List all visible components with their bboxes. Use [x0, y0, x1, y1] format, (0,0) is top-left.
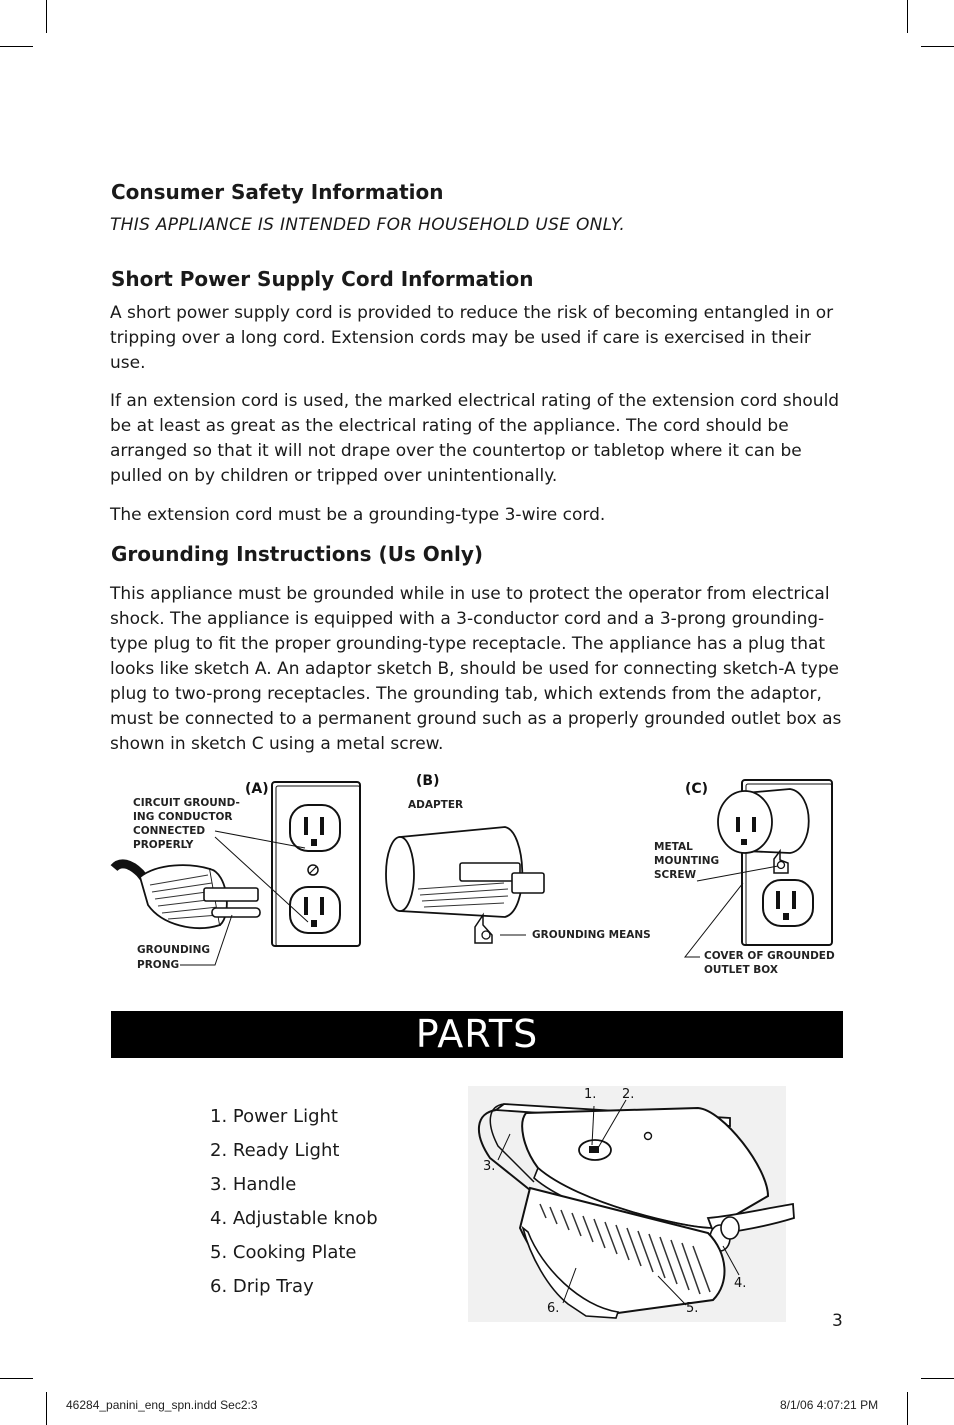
sketch-c-title: (C): [685, 781, 709, 797]
grounding-paragraph: This appliance must be grounded while in use to protect the operator from electrical shock. The appliance is equipped with a 3-conductor cord and a 3-prong grounding-type plug to fit the proper grounding-type receptacle. The appliance has a plug that looks like sketch A. An adaptor sketch B, should be used for connecting sketch-A type plug to two-prong receptacles. The grounding tab, which extends from the adaptor, must be connected to a permanent ground such as a properly grounded outlet box as shown in sketch C using a metal screw.: [110, 584, 842, 754]
parts-banner: [111, 1011, 843, 1058]
sketch-c-label: SCREW: [654, 869, 697, 881]
sketch-a-label: CONNECTED: [133, 825, 206, 837]
parts-list-item: 2. Ready Light: [210, 1140, 340, 1161]
short-cord-heading: Short Power Supply Cord Information: [111, 267, 534, 291]
three-prong-plug: [114, 864, 260, 928]
sketch-a-label: ING CONDUCTOR: [133, 811, 233, 823]
crop-mark: [907, 1392, 908, 1425]
sketch-c-label: COVER OF GROUNDED: [704, 950, 835, 962]
crop-mark: [46, 1392, 47, 1425]
parts-list-item: 5. Cooking Plate: [210, 1242, 357, 1263]
household-use-notice: THIS APPLIANCE IS INTENDED FOR HOUSEHOLD USE ONLY.: [110, 215, 626, 235]
parts-list-item: 6. Drip Tray: [210, 1276, 314, 1297]
sketch-b-title: (B): [416, 773, 440, 789]
sketch-a-label: CIRCUIT GROUND-: [133, 797, 240, 809]
slug-timestamp: 8/1/06 4:07:21 PM: [780, 1398, 879, 1412]
sketch-a-label: PROPERLY: [133, 839, 194, 851]
parts-list-item: 4. Adjustable knob: [210, 1208, 378, 1229]
sketch-c-label: MOUNTING: [654, 855, 720, 867]
adapter-plug: [386, 827, 544, 943]
sketch-a-title: (A): [245, 781, 269, 797]
page-number: 3: [832, 1311, 843, 1331]
parts-list-item: 1. Power Light: [210, 1106, 338, 1127]
short-cord-paragraph-3: The extension cord must be a grounding-type 3-wire cord.: [110, 505, 606, 525]
parts-list-item: 3. Handle: [210, 1174, 297, 1195]
grounding-sketches: [100, 765, 850, 985]
parts-title: PARTS: [415, 1012, 539, 1056]
crop-mark: [921, 1378, 954, 1379]
panini-press-illustration: [468, 1078, 798, 1323]
consumer-safety-heading: Consumer Safety Information: [111, 180, 444, 204]
sketch-c-label: OUTLET BOX: [704, 964, 778, 976]
callout-label: 4.: [734, 1276, 747, 1291]
callout-label: 5.: [686, 1301, 699, 1316]
sketch-b-label: GROUNDING MEANS: [532, 929, 651, 941]
callout-label: 6.: [547, 1301, 560, 1316]
crop-mark: [921, 46, 954, 47]
sketch-a-label: GROUNDING: [137, 944, 210, 956]
crop-mark: [0, 1378, 33, 1379]
crop-mark: [907, 0, 908, 33]
callout-label: 1.: [584, 1087, 597, 1102]
callout-label: 3.: [483, 1159, 496, 1174]
callout-label: 2.: [622, 1087, 635, 1102]
crop-mark: [46, 0, 47, 33]
short-cord-paragraph-2: If an extension cord is used, the marked electrical rating of the extension cord should be at least as great as the electrical rating of the appliance. The cord should be arranged so that it will not drape over the countertop or tabletop where it can be pulled on by children or tripped over unintentionally.: [110, 391, 840, 486]
short-cord-paragraph-1: A short power supply cord is provided to reduce the risk of becoming entangled in or tripping over a long cord. Extension cords may be used if care is exercised in their use.: [110, 303, 834, 373]
sketch-a-label: PRONG: [137, 959, 180, 971]
crop-mark: [0, 46, 33, 47]
sketch-c-label: METAL: [654, 841, 693, 853]
grounding-heading: Grounding Instructions (Us Only): [111, 542, 484, 566]
sketch-b-label: ADAPTER: [408, 799, 464, 811]
parts-list: [210, 1100, 378, 1304]
slug-filename: 46284_panini_eng_spn.indd Sec2:3: [66, 1398, 258, 1412]
